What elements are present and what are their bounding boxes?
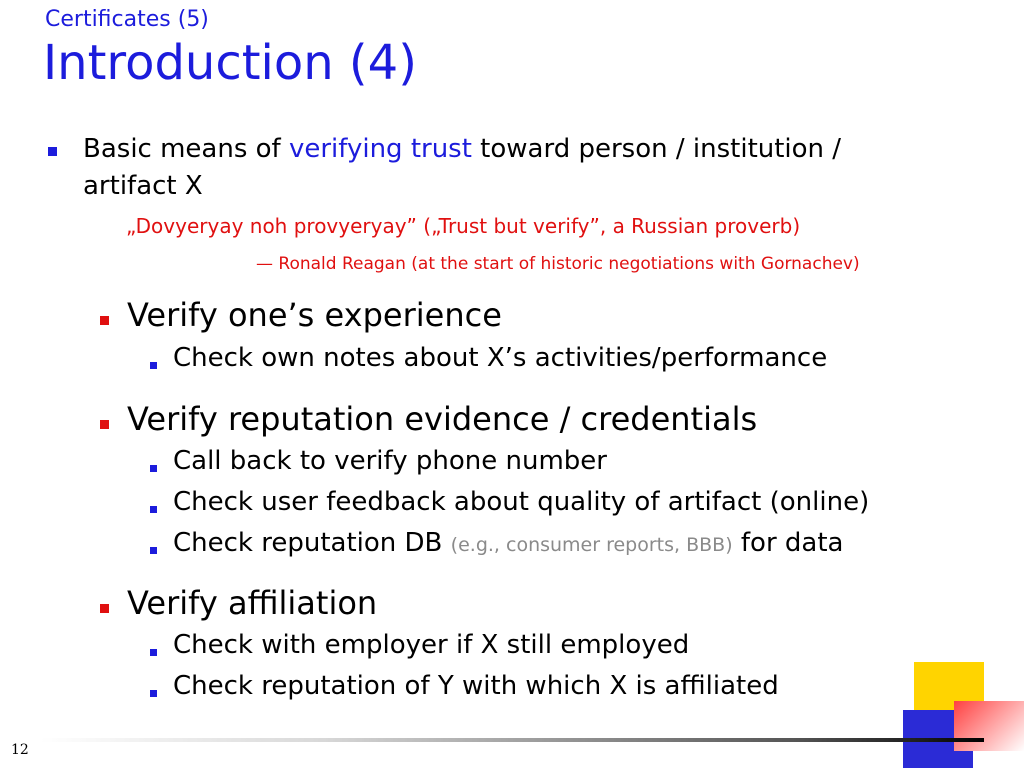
- section-heading-affiliation: Verify affiliation: [127, 584, 378, 622]
- slide-subtitle: Certificates (5): [45, 7, 209, 32]
- quote-attribution: — Ronald Reagan (at the start of historic negotiations with Gornachev): [256, 254, 860, 274]
- page-number: 12: [11, 742, 29, 758]
- main-bullet-line1: [83, 131, 841, 167]
- bullet-marker: [100, 604, 109, 613]
- list-item: Check with employer if X still employed: [173, 630, 690, 660]
- main-bullet-text-a: Basic means of: [83, 134, 289, 164]
- bullet-marker: [150, 690, 157, 697]
- bullet-marker: [48, 147, 57, 156]
- db-item-note: (e.g., consumer reports, BBB): [450, 534, 733, 556]
- section-heading-credentials: Verify reputation evidence / credentials: [127, 400, 758, 438]
- bullet-marker: [150, 547, 157, 554]
- db-item-after: for data: [732, 528, 844, 558]
- section-heading-experience: Verify one’s experience: [127, 296, 502, 334]
- bullet-marker: [150, 362, 157, 369]
- bullet-marker: [150, 506, 157, 513]
- bullet-marker: [150, 465, 157, 472]
- main-bullet-text-b: toward person / institution /: [471, 134, 842, 164]
- list-item: Check user feedback about quality of artifact (online): [173, 487, 870, 517]
- bullet-marker: [100, 316, 109, 325]
- bullet-marker: [100, 420, 109, 429]
- russian-proverb-quote: „Dovyeryay noh provyeryay” („Trust but verify”, a Russian proverb): [126, 214, 801, 238]
- verifying-trust-highlight: verifying trust: [288, 134, 472, 164]
- footer-rule: [40, 738, 984, 742]
- main-bullet-line2: artifact X: [83, 171, 203, 201]
- list-item-reputation-db: [173, 528, 843, 558]
- slide-title: Introduction (4): [43, 35, 417, 91]
- db-item-before: Check reputation DB: [173, 528, 451, 558]
- list-item: Call back to verify phone number: [173, 446, 607, 476]
- list-item: Check own notes about X’s activities/performance: [173, 343, 828, 373]
- bullet-marker: [150, 649, 157, 656]
- decorative-red-square: [954, 701, 1024, 751]
- list-item: Check reputation of Y with which X is affiliated: [173, 671, 779, 701]
